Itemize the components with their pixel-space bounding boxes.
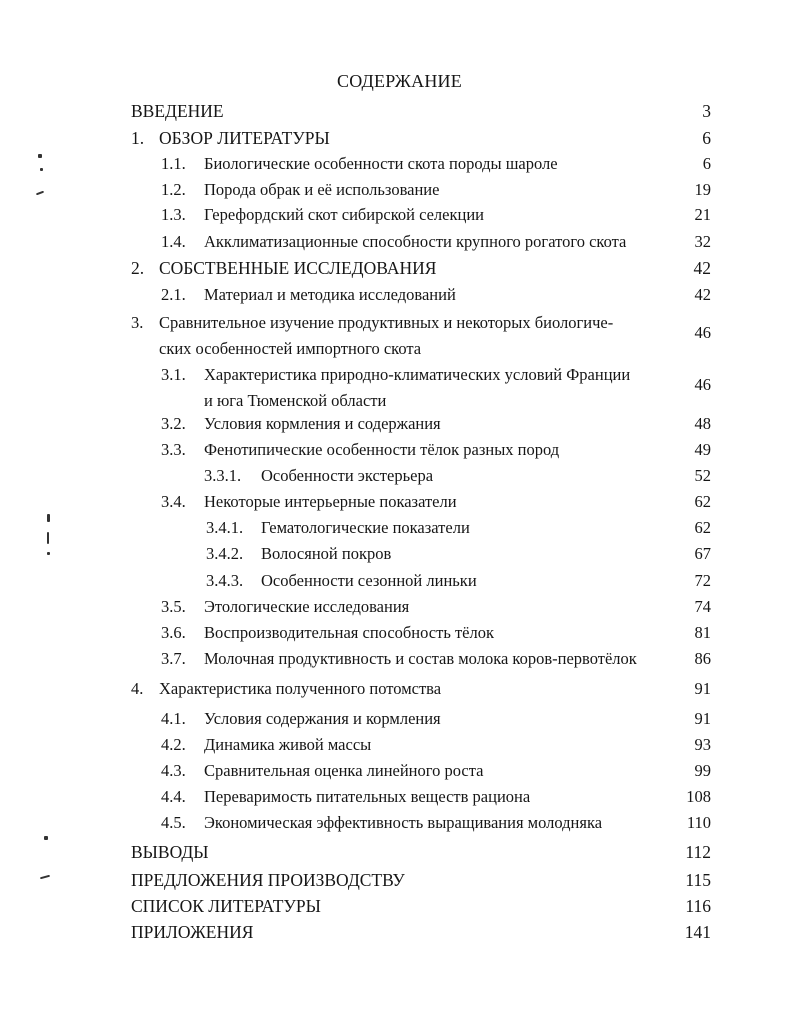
toc-entry-number: 4.2.: [161, 735, 186, 754]
toc-entry-text: Фенотипические особенности тёлок разных пород: [204, 440, 560, 459]
toc-entry-number: 1.1.: [161, 154, 186, 173]
toc-entry-page: 42: [693, 258, 711, 278]
toc-entry-text: Герефордский скот сибирской селекции: [204, 205, 484, 224]
toc-entry-text-line1: Сравнительное изучение продуктивных и некоторых биологиче-: [159, 313, 614, 332]
toc-entry-number: 1.3.: [161, 205, 186, 224]
scan-speck: [36, 191, 44, 196]
toc-entry-text: Волосяной покров: [261, 544, 392, 563]
toc-entry-number: 2.1.: [161, 285, 186, 304]
toc-entry-page: 112: [685, 842, 711, 862]
toc-entry-number: 2.: [131, 258, 145, 278]
toc-entry-text: Экономическая эффективность выращивания молодняка: [204, 813, 603, 832]
toc-entry-page: 74: [694, 597, 711, 616]
toc-entry-number: 3.4.1.: [206, 518, 244, 537]
scan-speck: [47, 552, 50, 555]
toc-entry-number: 4.4.: [161, 787, 186, 806]
scan-speck: [40, 875, 50, 880]
toc-entry-number: 3.5.: [161, 597, 186, 616]
toc-entry-number: 3.3.: [161, 440, 186, 459]
toc-entry-page: 46: [694, 323, 711, 342]
toc-entry-page: 81: [694, 623, 711, 642]
toc-entry-text: ПРИЛОЖЕНИЯ: [131, 922, 254, 942]
toc-entry-page: 48: [694, 414, 711, 433]
toc-entry-number: 3.6.: [161, 623, 186, 642]
toc-entry-text: ВВЕДЕНИЕ: [131, 101, 224, 121]
toc-entry-number: 3.: [131, 313, 144, 332]
toc-entry-number: 3.2.: [161, 414, 186, 433]
toc-entry-page: 32: [694, 232, 711, 251]
toc-entry-page: 46: [694, 375, 711, 394]
toc-entry-number: 3.4.2.: [206, 544, 244, 563]
toc-entry-page: 110: [686, 813, 711, 832]
toc-entry-page: 108: [686, 787, 711, 806]
toc-entry-number: 3.7.: [161, 649, 186, 668]
scan-speck: [40, 168, 43, 171]
toc-entry-page: 3: [702, 101, 711, 121]
scan-speck: [38, 154, 42, 158]
toc-entry-page: 21: [694, 205, 711, 224]
toc-entry-number: 4.1.: [161, 709, 186, 728]
scan-speck: [44, 836, 48, 840]
toc-entry-page: 49: [694, 440, 711, 459]
toc-entry-page: 91: [694, 679, 711, 698]
scan-speck: [47, 514, 50, 522]
toc-entry-page: 42: [694, 285, 711, 304]
toc-entry-text: ПРЕДЛОЖЕНИЯ ПРОИЗВОДСТВУ: [131, 870, 405, 890]
toc-entry-text-line1: Характеристика природно-климатических условий Франции: [204, 365, 631, 384]
toc-entry-text: Особенности экстерьера: [261, 466, 434, 485]
toc-entry-number: 4.: [131, 679, 144, 698]
toc-entry-page: 115: [685, 870, 711, 890]
toc-entry-text: Условия кормления и содержания: [204, 414, 441, 433]
toc-entry-page: 62: [694, 518, 711, 537]
toc-entry-text: ОБЗОР ЛИТЕРАТУРЫ: [159, 128, 330, 148]
toc-entry-text-line2: и юга Тюменской области: [204, 391, 387, 410]
toc-entry-page: 6: [702, 154, 711, 173]
toc-entry-text: Характеристика полученного потомства: [159, 679, 442, 698]
toc-entry-page: 72: [694, 571, 711, 590]
toc-entry-page: 52: [694, 466, 711, 485]
toc-entry-number: 3.4.3.: [206, 571, 244, 590]
toc-entry-text: Биологические особенности скота породы шароле: [204, 154, 558, 173]
toc-entry-text: Некоторые интерьерные показатели: [204, 492, 457, 511]
toc-entry-text: СОБСТВЕННЫЕ ИССЛЕДОВАНИЯ: [159, 258, 437, 278]
toc-entry-text: Гематологические показатели: [261, 518, 470, 537]
toc-entry-text: Порода обрак и её использование: [204, 180, 440, 199]
toc-entry-page: 86: [694, 649, 711, 668]
toc-entry-page: 99: [694, 761, 711, 780]
toc-entry-number: 1.: [131, 128, 145, 148]
toc-entry-number: 4.3.: [161, 761, 186, 780]
toc-entry-page: 141: [684, 922, 711, 942]
toc-entry-text: Молочная продуктивность и состав молока коров-первотёлок: [204, 649, 637, 668]
toc-entry-page: 62: [694, 492, 711, 511]
toc-entry-text: Материал и методика исследований: [204, 285, 456, 304]
toc-entry-page: 91: [694, 709, 711, 728]
toc-entry-page: 19: [694, 180, 711, 199]
toc-entry-text: СПИСОК ЛИТЕРАТУРЫ: [131, 896, 321, 916]
toc-entry-number: 4.5.: [161, 813, 186, 832]
toc-entry-text: Условия содержания и кормления: [204, 709, 441, 728]
toc-entry-page: 93: [694, 735, 711, 754]
toc-entry-text: Акклиматизационные способности крупного рогатого скота: [204, 232, 627, 251]
toc-entry-number: 3.4.: [161, 492, 186, 511]
toc-entry-number: 3.3.1.: [204, 466, 242, 485]
toc-entry-text: Воспроизводительная способность тёлок: [204, 623, 494, 642]
toc-entry-text: Переваримость питательных веществ рациона: [204, 787, 531, 806]
toc-entry-text: Сравнительная оценка линейного роста: [204, 761, 484, 780]
toc-entry-page: 6: [702, 128, 711, 148]
toc-entry-text: Динамика живой массы: [204, 735, 372, 754]
toc-entry-number: 1.2.: [161, 180, 186, 199]
toc-entry-text: Особенности сезонной линьки: [261, 571, 477, 590]
toc-entry-number: 3.1.: [161, 365, 186, 384]
toc-entry-text: ВЫВОДЫ: [131, 842, 209, 862]
toc-entry-page: 116: [685, 896, 711, 916]
toc-entry-number: 1.4.: [161, 232, 186, 251]
toc-entry-text-line2: ских особенностей импортного скота: [159, 339, 422, 358]
toc-entry-page: 67: [694, 544, 711, 563]
toc-entry-text: Этологические исследования: [204, 597, 410, 616]
scan-speck: [47, 532, 49, 544]
toc-title: СОДЕРЖАНИЕ: [337, 71, 462, 91]
